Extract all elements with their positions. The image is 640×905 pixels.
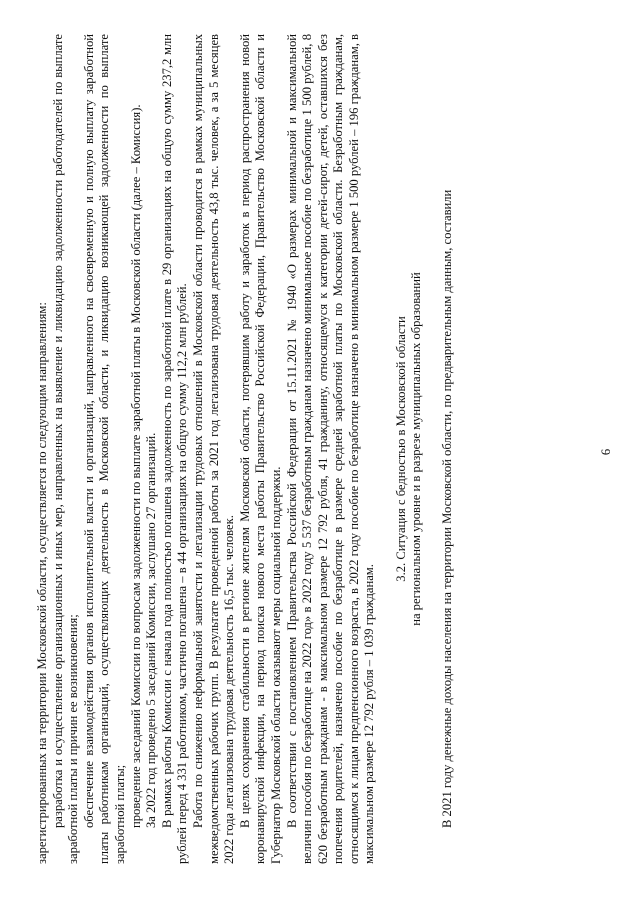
document-body: [35, 34, 456, 864]
page-number: 6: [599, 448, 613, 456]
paragraph-commission-meetings: За 2022 год проведено 5 заседаний Комиссии, заслушано 27 организаций.: [144, 432, 159, 828]
paragraph-direction-2: обеспечение взаимодействия органов исполнительной власти и организаций, направленного на своевременную и полную выплату заработной платы работникам организаций, осуществляющих деятельность в Московской области, и ликвидацию возникающей задолженности по выплате заработной платы;: [81, 34, 127, 864]
paragraph-informal-employment: Работа по снижению неформальной занятости и легализации трудовых отношений в Московской области проводится в рамках муниципальных межведомственных рабочих групп. В результате проведенной работы за 2021 год легализована трудовая деятельность 43,8 тыс. человек, а за 5 месяцев 2022 года легализована трудовая деятельность 16,5 тыс. человек.: [190, 34, 237, 864]
section-heading-line-2: на региональном уровне и в разрезе муниципальных образований: [409, 272, 424, 626]
spacer: [378, 34, 394, 864]
rotated-page-content: [25, 22, 615, 882]
paragraph-debt-repaid: В рамках работы Комиссии с начала года полностью погашена задолженность по заработной плате в 29 организациях на общую сумму 237,2 млн рублей перед 4 331 работником, частично погашена – в 44 организациях на общую сумму 112,2 млн рублей.: [159, 34, 190, 864]
paragraph-direction-3: проведение заседаний Комиссии по вопросам задолженности по выплате заработной платы в Московской области (далее – Комиссия).: [128, 104, 143, 828]
paragraph-income-2021: В 2021 году денежные доходы населения на территории Московской области, по предварительным данным, составили: [440, 189, 455, 828]
paragraph-direction-1: разработка и осуществление организационных и иных мер, направленных на выявление и ликвидацию задолженности работодателей по выплате заработной платы и причин ее возникновения;: [50, 34, 81, 864]
paragraph-social-support: В целях сохранения стабильности в регионе жителям Московской области, потерявшим работу и заработок в период распространения новой коронавирусной инфекции, на период поиска нового места работы Правительство Российской Федерации, Правительство Московской области и Губернатор Московской области оказывают меры социальной поддержки.: [237, 34, 283, 864]
paragraph-continuation: зарегистрированных на территории Московской области, осуществляется по следующим направлениям:: [35, 302, 49, 864]
spacer: [425, 34, 441, 864]
section-heading-line-1: 3.2. Ситуация с бедностью в Московской области: [393, 316, 408, 582]
paragraph-unemployment-benefit: В соответствии с постановлением Правительства Российской Федерации от 15.11.2021 № 1940 «О размерах минимальной и максимальной величин пособия по безработице на 2022 год» в 2022 году 5 537 безработным гражданам назначено минимальное пособие по безработице 1 500 рублей, 8 620 безработным гражданам - в максимальном размере 12 792 рубля, 41 гражданину, относящемуся к категории детей-сирот, детей, оставшихся без попечения родителей, назначено пособие по безработице в размере средней заработной платы по Московской области. Безработным гражданам, относящимся к лицам предпенсионного возраста, в 2022 году пособие по безработице назначено в минимальном размере 1 500 рублей – 196 гражданам, в максимальном размере 12 792 рубля – 1 039 гражданам.: [284, 34, 377, 864]
